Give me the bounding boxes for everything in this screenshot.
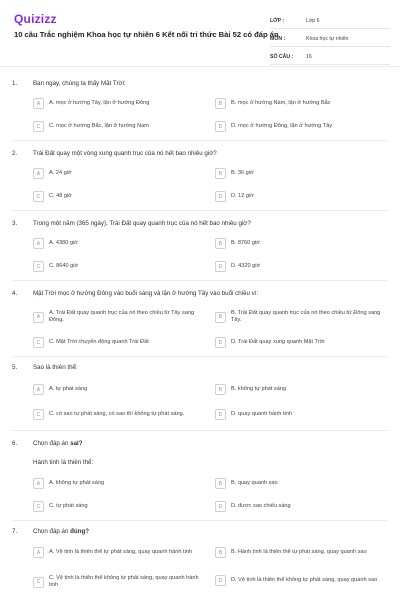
option-text: D. Trái Đất quay xung quanh Mặt Trời — [231, 338, 325, 345]
meta-value: 16 — [306, 54, 312, 60]
option-d[interactable] — [215, 409, 390, 420]
meta-row-subject — [270, 32, 390, 47]
option-d[interactable] — [215, 121, 390, 132]
question-subtext: Hành tinh là thiên thể: — [33, 459, 94, 466]
option-letter-box: A — [33, 478, 44, 489]
option-b[interactable] — [215, 478, 390, 489]
option-letter-box: C — [33, 337, 44, 348]
question-text: Sao là thiên thể: — [33, 364, 78, 371]
option-b[interactable] — [215, 384, 390, 395]
option-d[interactable] — [215, 261, 390, 272]
question-number: 1. — [12, 80, 18, 87]
question-number: 3. — [12, 220, 18, 227]
question-text: Ban ngày, chúng ta thấy Mặt Trời: — [33, 80, 126, 87]
question-text-emphasis: sai? — [70, 440, 83, 447]
option-letter-box: A — [33, 547, 44, 558]
meta-label: LỚP : — [270, 18, 285, 24]
option-text: B. Hành tinh là thiên thể tự phát sáng, quay quanh sao — [231, 548, 367, 555]
option-text: B. quay quanh sao — [231, 479, 278, 486]
question-text-emphasis: đúng? — [70, 528, 90, 535]
option-letter-box: B — [215, 238, 226, 249]
option-text: A. 4380 giờ — [49, 239, 78, 246]
question-number: 6. — [12, 440, 18, 447]
option-a[interactable] — [33, 168, 208, 179]
worksheet-header — [0, 0, 400, 62]
question-text-prefix: Chọn đáp án — [33, 528, 71, 535]
question-number: 4. — [12, 290, 18, 297]
question-text — [33, 528, 89, 535]
option-text: B. không tự phát sáng — [231, 385, 287, 392]
option-text: B. 36 giờ — [231, 169, 254, 176]
question-number: 7. — [12, 528, 18, 535]
question-text: Trái Đất quay một vòng xung quanh trục của nó hết bao nhiêu giờ? — [33, 150, 217, 157]
option-text: C. tự phát sáng — [49, 502, 88, 509]
option-text: D. mọc ở hướng Đông, lặn ở hướng Tây — [231, 122, 333, 129]
option-text: D. được sao chiếu sáng — [231, 502, 291, 509]
option-letter-box: D — [215, 337, 226, 348]
question-number: 5. — [12, 364, 18, 371]
option-text: C. 8640 giờ — [49, 262, 79, 269]
option-letter-box: D — [215, 121, 226, 132]
quizizz-logo: Quizizz — [14, 12, 57, 26]
option-a[interactable] — [33, 98, 208, 109]
option-d[interactable] — [215, 501, 390, 512]
option-c[interactable] — [33, 121, 208, 132]
option-letter-box: B — [215, 547, 226, 558]
question-text: Mặt Trời mọc ở hướng Đông vào buổi sáng và lặn ở hướng Tây vào buổi chiều vì: — [33, 290, 259, 297]
option-b[interactable] — [215, 310, 390, 324]
meta-label: MÔN : — [270, 36, 286, 42]
option-letter-box: C — [33, 191, 44, 202]
option-b[interactable] — [215, 547, 390, 558]
option-text: B. 8760 giờ — [231, 239, 260, 246]
option-letter-box: B — [215, 478, 226, 489]
header-divider — [0, 66, 400, 67]
option-letter-box: A — [33, 238, 44, 249]
option-text: B. Trái Đất quay quanh trục của nó theo chiều từ Đông sang Tây. — [231, 310, 381, 324]
option-letter-box: C — [33, 261, 44, 272]
question-divider — [12, 356, 388, 357]
option-text: C. mọc ở hướng Bắc, lặn ở hướng Nam — [49, 122, 149, 129]
option-letter-box: B — [215, 312, 226, 323]
option-c[interactable] — [33, 575, 208, 589]
question-number: 2. — [12, 150, 18, 157]
option-text: C. Vệ tinh là thiên thể không tự phát sáng, quay quanh hành tinh — [49, 575, 199, 589]
option-letter-box: A — [33, 98, 44, 109]
option-text: D. 4320 giờ — [231, 262, 261, 269]
option-d[interactable] — [215, 191, 390, 202]
option-text: A. mọc ở hướng Tây, lặn ở hướng Đông — [49, 99, 150, 106]
option-letter-box: D — [215, 261, 226, 272]
option-letter-box: C — [33, 577, 44, 588]
option-text: A. 24 giờ — [49, 169, 72, 176]
option-c[interactable] — [33, 409, 208, 420]
question-divider — [12, 430, 388, 431]
option-letter-box: B — [215, 98, 226, 109]
question-divider — [12, 280, 388, 281]
option-a[interactable] — [33, 384, 208, 395]
meta-value: Khoa học tự nhiên — [306, 36, 349, 42]
option-text: C. có sao tự phát sáng, có sao thì không tự phát sáng. — [49, 410, 185, 417]
option-letter-box: A — [33, 384, 44, 395]
option-d[interactable] — [215, 337, 390, 348]
meta-row-grade — [270, 14, 390, 29]
option-letter-box: D — [215, 191, 226, 202]
option-text: D. 12 giờ — [231, 192, 254, 199]
option-letter-box: D — [215, 575, 226, 586]
question-divider — [12, 520, 388, 521]
option-letter-box: A — [33, 312, 44, 323]
option-letter-box: D — [215, 409, 226, 420]
option-a[interactable] — [33, 310, 208, 324]
option-letter-box: B — [215, 384, 226, 395]
option-text: B. mọc ở hướng Nam, lặn ở hướng Bắc — [231, 99, 331, 106]
option-text: A. Trái Đất quay quanh trục của nó theo chiều từ Tây sang Đông. — [49, 310, 195, 324]
option-a[interactable] — [33, 238, 208, 249]
worksheet-title: 10 câu Trắc nghiệm Khoa học tự nhiên 6 Kết nối tri thức Bài 52 có đáp án — [14, 30, 279, 39]
question-divider — [12, 210, 388, 211]
option-text: C. 48 giờ — [49, 192, 72, 199]
meta-value: Lớp 6 — [306, 18, 320, 24]
meta-label: SỐ CÂU : — [270, 54, 294, 60]
option-letter-box: C — [33, 409, 44, 420]
option-text: D. Vệ tinh là thiên thể không tự phát sáng, quay quanh sao — [231, 576, 378, 583]
option-text: A. tự phát sáng — [49, 385, 88, 392]
option-b[interactable] — [215, 168, 390, 179]
option-letter-box: A — [33, 168, 44, 179]
option-text: C. Mặt Trời chuyển động quanh Trái Đất — [49, 338, 149, 345]
option-a[interactable] — [33, 547, 208, 558]
option-b[interactable] — [215, 238, 390, 249]
option-a[interactable] — [33, 478, 208, 489]
question-text: Trong một năm (365 ngày), Trái Đất quay quanh trục của nó hết bao nhiêu giờ? — [33, 220, 251, 227]
option-c[interactable] — [33, 501, 208, 512]
option-c[interactable] — [33, 191, 208, 202]
option-letter-box: C — [33, 501, 44, 512]
meta-row-count — [270, 50, 390, 65]
meta-table — [270, 14, 390, 65]
option-letter-box: D — [215, 501, 226, 512]
option-text: A. Vệ tinh là thiên thể tự phát sáng, quay quanh hành tinh — [49, 548, 193, 555]
option-letter-box: C — [33, 121, 44, 132]
option-c[interactable] — [33, 261, 208, 272]
option-text: D. quay quanh hành tinh — [231, 410, 292, 417]
option-text: A. không tự phát sáng — [49, 479, 105, 486]
question-divider — [12, 140, 388, 141]
question-text-prefix: Chọn đáp án — [33, 440, 71, 447]
option-letter-box: B — [215, 168, 226, 179]
question-text — [33, 440, 83, 447]
option-b[interactable] — [215, 98, 390, 109]
option-d[interactable] — [215, 575, 390, 586]
option-c[interactable] — [33, 337, 208, 348]
